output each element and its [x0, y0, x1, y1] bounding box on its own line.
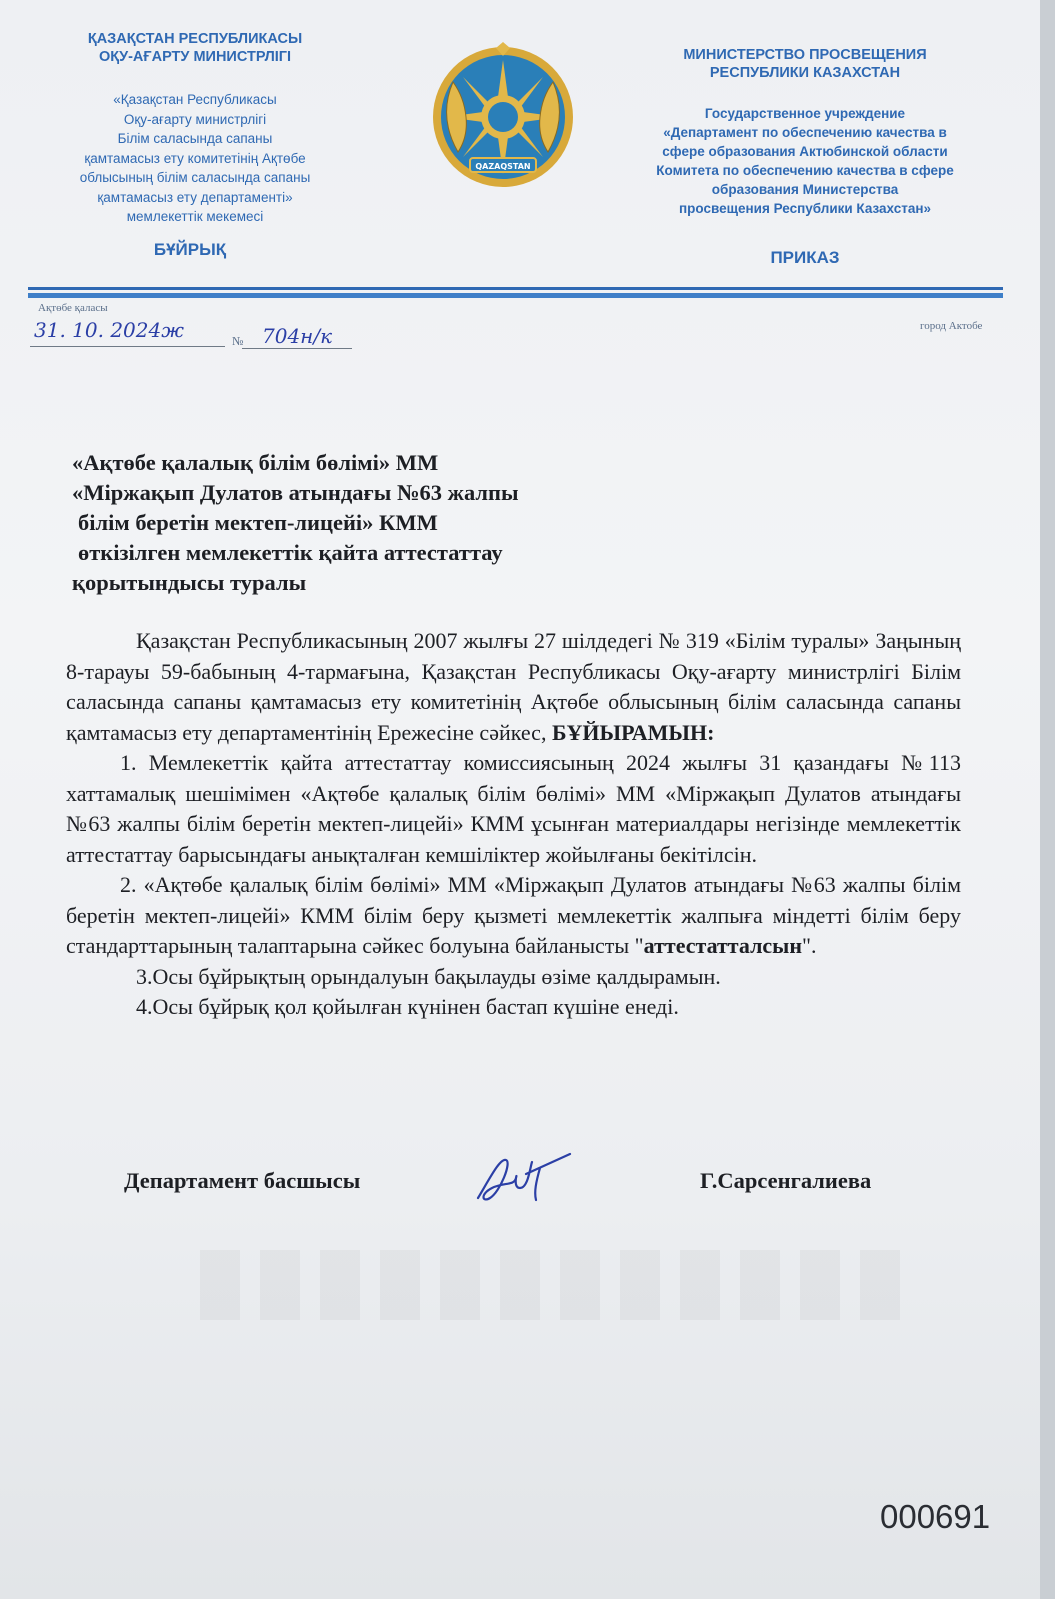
- header-divider-thin: [28, 287, 1003, 290]
- header-left-sub-line: Білім саласында сапаны: [117, 131, 273, 146]
- title-line: қорытындысы туралы: [72, 570, 307, 595]
- item-2-text: 2. «Ақтөбе қалалық білім бөлімі» ММ «Міржақып Дулатов атындағы №63 жалпы білім беретін мектеп-лицейі» КММ білім беру қызметі мемлекеттік жалпыға міндетті білім беру стандарттарының талаптарына сәйкес болуына байланысты ": [66, 872, 961, 958]
- header-right-title-line: РЕСПУБЛИКИ КАЗАХСТАН: [709, 65, 901, 81]
- state-emblem-icon: [428, 42, 578, 192]
- header-right-sub-line: просвещения Республики Казахстан»: [678, 201, 932, 216]
- item-1: 1. Мемлекеттік қайта аттестаттау комиссиясының 2024 жылғы 31 қазандағы №113 хаттамалық шешімімен «Ақтөбе қалалық білім бөлімі» ММ «Міржақып Дулатов атындағы №63 жалпы білім беретін мектеп-лицейі» КММ ұсынған материалдары негізінде мемлекеттік аттестаттау барысындағы анықталған кемшіліктер жойылғаны бекітілсін.: [66, 750, 961, 867]
- header-right-sub-line: сфере образования Актюбинской области: [662, 144, 948, 159]
- header-left-sub-line: облысының білім саласында сапаны: [79, 170, 311, 185]
- header-right-title: [655, 46, 955, 82]
- city-russian: город Актобе: [920, 320, 983, 332]
- title-line: білім беретін мектеп-лицейі» КММ: [78, 510, 438, 535]
- signatory-role: Департамент басшысы: [124, 1168, 361, 1193]
- preamble-text: Қазақстан Республикасының 2007 жылғы 27 шілдедегі № 319 «Білім туралы» Заңының 8-тарауы 59-бабының 4-тармағына, Қазақстан Республикасы Оқу-ағарту министрлігі Білім саласында сапаны қамтамасыз ету комитетінің Ақтөбе облысының білім саласында сапаны қамтамасыз ету департаментінің Ережесіне сәйкес,: [66, 628, 961, 745]
- item-2: [66, 870, 961, 962]
- header-left-institution: [30, 90, 360, 227]
- doc-type-russian: ПРИКАЗ: [770, 248, 840, 267]
- header-left-sub-line: қамтамасыз ету комитетінің Ақтөбе: [84, 150, 306, 166]
- serial-number: 000691: [880, 1498, 991, 1535]
- date-underline: [30, 346, 225, 347]
- header-left-sub-line: «Қазақстан Республикасы: [113, 92, 277, 107]
- header-right-sub-line: образования Министерства: [711, 182, 899, 197]
- handwritten-order-number: 704н/к: [262, 324, 333, 348]
- header-left-sub-line: Оқу-ағарту министрлігі: [123, 111, 267, 127]
- item-2-decision: аттестатталсын: [643, 933, 803, 958]
- header-right-sub-line: Комитета по обеспечению качества в сфере: [656, 163, 954, 178]
- handwritten-signature: [470, 1148, 580, 1208]
- title-line: «Міржақып Дулатов атындағы №63 жалпы: [72, 480, 519, 505]
- doc-type-kazakh: БҰЙРЫҚ: [153, 240, 227, 259]
- number-underline: [242, 348, 352, 349]
- header-left-title-line: ҚАЗАҚСТАН РЕСПУБЛИКАСЫ: [87, 31, 303, 47]
- number-sign: №: [232, 334, 244, 348]
- item-4: 4.Осы бұйрық қол қойылған күнінен бастап күшіне енеді.: [136, 994, 679, 1019]
- item-3: 3.Осы бұйрықтың орындалуын бақылауды өзіме қалдырамын.: [136, 963, 721, 989]
- document-body: [66, 626, 961, 1023]
- order-word: БҰЙЫРАМЫН:: [551, 719, 715, 745]
- svg-text:QAZAQSTAN: QAZAQSTAN: [475, 162, 531, 171]
- handwritten-date: 31. 10. 2024ж: [34, 318, 184, 342]
- header-left-title: [30, 30, 360, 66]
- header-right-institution: [620, 104, 990, 218]
- header-left-sub-line: қамтамасыз ету департаменті»: [97, 189, 293, 205]
- document-title: [72, 448, 632, 598]
- signatory-name: Г.Сарсенгалиева: [700, 1168, 872, 1193]
- bleed-through-shadow: [200, 1250, 900, 1320]
- header-divider-thick: [28, 293, 1003, 298]
- city-kazakh: Ақтөбе қаласы: [38, 302, 108, 314]
- header-right-title-line: МИНИСТЕРСТВО ПРОСВЕЩЕНИЯ: [683, 47, 927, 63]
- item-2-end: ".: [802, 933, 817, 958]
- preamble-paragraph: [66, 626, 961, 748]
- title-line: өткізілген мемлекеттік қайта аттестаттау: [78, 540, 503, 565]
- header-left-title-line: ОҚУ-АҒАРТУ МИНИСТРЛІГІ: [98, 49, 292, 65]
- header-left-sub-line: мемлекеттік мекемесі: [126, 209, 264, 224]
- background-edge: [1040, 0, 1055, 1599]
- header-right-sub-line: «Департамент по обеспечению качества в: [663, 125, 947, 140]
- header-right-sub-line: Государственное учреждение: [704, 106, 906, 121]
- title-line: «Ақтөбе қалалық білім бөлімі» ММ: [72, 450, 439, 475]
